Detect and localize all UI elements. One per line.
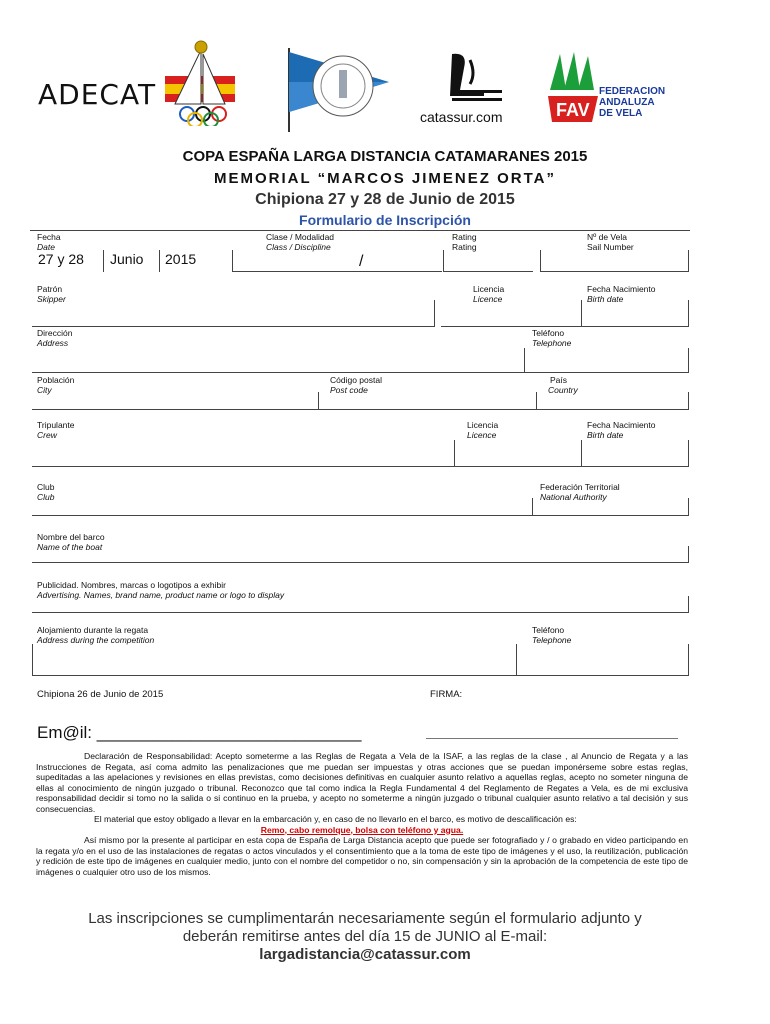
fav-logo-text: FEDERACION ANDALUZA DE VELA bbox=[599, 86, 666, 119]
declaration bbox=[36, 751, 688, 877]
label-licencia-crew: Licencia Licence bbox=[467, 420, 499, 440]
label-postal: Código postal Post code bbox=[330, 375, 382, 395]
divider bbox=[581, 300, 582, 327]
label-nacimiento-crew: Fecha Nacimiento Birth date bbox=[587, 420, 656, 440]
divider bbox=[540, 250, 541, 272]
date-year-value[interactable]: 2015 bbox=[165, 251, 197, 267]
label-federacion: Federación Territorial National Authority bbox=[540, 482, 620, 502]
licence-field[interactable] bbox=[441, 326, 581, 327]
address-field[interactable] bbox=[32, 372, 524, 373]
divider bbox=[159, 250, 160, 272]
label-publicidad: Publicidad. Nombres, marcas o logotipos a exhibir Advertising. Names, brand name, product name or logo to display bbox=[37, 580, 285, 600]
label-licencia: Licencia Licence bbox=[473, 284, 505, 304]
divider bbox=[688, 498, 689, 516]
event-dates: Chipiona 27 y 28 de Junio de 2015 bbox=[255, 191, 515, 208]
label-alojamiento: Alojamiento durante la regata Address during the competition bbox=[37, 625, 155, 645]
boat-name-field[interactable] bbox=[32, 562, 688, 563]
label-direccion: Dirección Address bbox=[37, 328, 73, 348]
stay-address-field[interactable] bbox=[32, 675, 516, 676]
divider bbox=[688, 300, 689, 327]
crew-birthdate-field[interactable] bbox=[581, 466, 688, 467]
label-fecha: Fecha Date bbox=[37, 232, 61, 252]
declaration-material: El material que estoy obligado a llevar en la embarcación y, en caso de no llevarlo en el barco, es motivo de descalificación es: bbox=[94, 814, 577, 824]
label-nacimiento: Fecha Nacimiento Birth date bbox=[587, 284, 656, 304]
class-field-line bbox=[232, 271, 442, 272]
divider bbox=[454, 440, 455, 467]
class-value[interactable]: / bbox=[359, 253, 364, 270]
form-top-rule bbox=[30, 230, 690, 231]
footer-line1: Las inscripciones se cumplimentarán necesariamente según el formulario adjunto y bbox=[88, 910, 642, 927]
skipper-field[interactable] bbox=[32, 326, 434, 327]
divider bbox=[524, 348, 525, 373]
divider bbox=[516, 644, 517, 676]
label-poblacion: Población City bbox=[37, 375, 75, 395]
footer-note bbox=[0, 910, 730, 964]
divider bbox=[232, 250, 233, 272]
email-label: Em@il: ____________________________ bbox=[37, 723, 362, 742]
label-tripulante: Tripulante Crew bbox=[37, 420, 75, 440]
birthdate-field[interactable] bbox=[581, 326, 688, 327]
federation-field[interactable] bbox=[532, 515, 688, 516]
divider bbox=[434, 300, 435, 327]
divider bbox=[32, 644, 33, 676]
label-club: Club Club bbox=[37, 482, 55, 502]
date-month-value[interactable]: Junio bbox=[110, 251, 144, 267]
place-date: Chipiona 26 de Junio de 2015 bbox=[37, 689, 164, 700]
signature-line[interactable] bbox=[426, 738, 678, 739]
label-clase: Clase / Modalidad Class / Discipline bbox=[266, 232, 335, 252]
footer-line2: deberán remitirse antes del día 15 de JUNIO al E-mail: bbox=[182, 928, 548, 945]
crew-licence-field[interactable] bbox=[454, 466, 581, 467]
stay-phone-field[interactable] bbox=[516, 675, 688, 676]
label-pais: País Country bbox=[548, 375, 578, 395]
divider bbox=[103, 250, 104, 272]
divider bbox=[688, 440, 689, 467]
declaration-responsibility: Declaración de Responsabilidad: Acepto someterme a las Reglas de Regata a Vela de la ISAF, a las reglas de la clase , al Anuncio de Regata y a las Instrucciones de Regata, así coma admito las penalizaciones que me puedan ser impuestas y otras acciones que se puedan imponérseme sobre estas reglas, supeditadas a las apelaciones y revisiones en ellas previstas, como decisiones definitivas en cualquier asunto relativo a aquellas reglas, acepto no someter ninguna de ellas al conocimiento de ningún juzgado o tribunal. Reconozco que tal como indica la Regla Fundamental 4 del Reglamento de Regates a Vela, es de mi exclusiva responsabilidad decidir si tomo no la salida o si continuo en la prueba, y acepto no someterme a ningún juzgado o tribunal cualquier asunto relativo a tal decisión y sus consecuencias. bbox=[36, 751, 688, 814]
club-field[interactable] bbox=[32, 515, 532, 516]
advertising-field[interactable] bbox=[32, 612, 688, 613]
country-field[interactable] bbox=[536, 409, 688, 410]
divider bbox=[688, 596, 689, 613]
event-title: COPA ESPAÑA LARGA DISTANCIA CATAMARANES 2015 bbox=[182, 148, 588, 165]
catassur-logo-text: catassur.com bbox=[420, 109, 503, 125]
catassur-logo bbox=[440, 50, 510, 106]
label-barco: Nombre del barco Name of the boat bbox=[37, 532, 105, 552]
phone-field[interactable] bbox=[524, 372, 688, 373]
divider bbox=[536, 392, 537, 410]
label-telefono-stay: Teléfono Telephone bbox=[532, 625, 572, 645]
declaration-images: Así mismo por la presente al participar en esta copa de España de Larga Distancia acepto que puede ser fotografiado y / o grabado en video participando en la regata y/o en el uso de las instalaciones de regatas o actos vinculados y el consentimiento que a la toma de este tipo de imágenes y el uso, la reutilización, publicación y redición de este tipo de imágenes en cualquier medio, junto con el nombre del competidor o no, sin compensación y sin la aprobación de la competencia de este tipo de imágenes o cualquier otro uso de los mismos. bbox=[36, 835, 688, 877]
divider bbox=[581, 440, 582, 467]
adecat-logo: ADECAT bbox=[38, 78, 157, 111]
divider bbox=[443, 250, 444, 272]
rating-field-line bbox=[443, 271, 533, 272]
label-telefono: Teléfono Telephone bbox=[532, 328, 572, 348]
date-day-value[interactable]: 27 y 28 bbox=[38, 251, 84, 267]
label-patron: Patrón Skipper bbox=[37, 284, 66, 304]
label-rating: Rating Rating bbox=[452, 232, 477, 252]
divider bbox=[688, 546, 689, 563]
sail-field-line bbox=[540, 271, 688, 272]
svg-text:FAV: FAV bbox=[556, 100, 590, 120]
divider bbox=[318, 392, 319, 410]
memorial-title: MEMORIAL “MARCOS JIMENEZ ORTA” bbox=[214, 170, 556, 187]
city-field[interactable] bbox=[32, 409, 318, 410]
divider bbox=[688, 348, 689, 373]
divider bbox=[688, 392, 689, 410]
footer-email-link[interactable]: largadistancia@catassur.com bbox=[259, 946, 471, 963]
form-title: Formulario de Inscripción bbox=[299, 212, 471, 228]
crew-field[interactable] bbox=[32, 466, 454, 467]
divider bbox=[688, 250, 689, 272]
rfev-logo bbox=[165, 40, 243, 126]
divider bbox=[688, 644, 689, 676]
declaration-material-list: Remo, cabo remolque, bolsa con teléfono y agua. bbox=[260, 824, 464, 835]
fav-logo bbox=[546, 50, 600, 126]
firma-label: FIRMA: bbox=[430, 689, 463, 700]
club-nautico-logo bbox=[277, 48, 389, 132]
label-vela: Nº de Vela Sail Number bbox=[587, 232, 634, 252]
divider bbox=[532, 498, 533, 516]
postcode-field[interactable] bbox=[318, 409, 536, 410]
